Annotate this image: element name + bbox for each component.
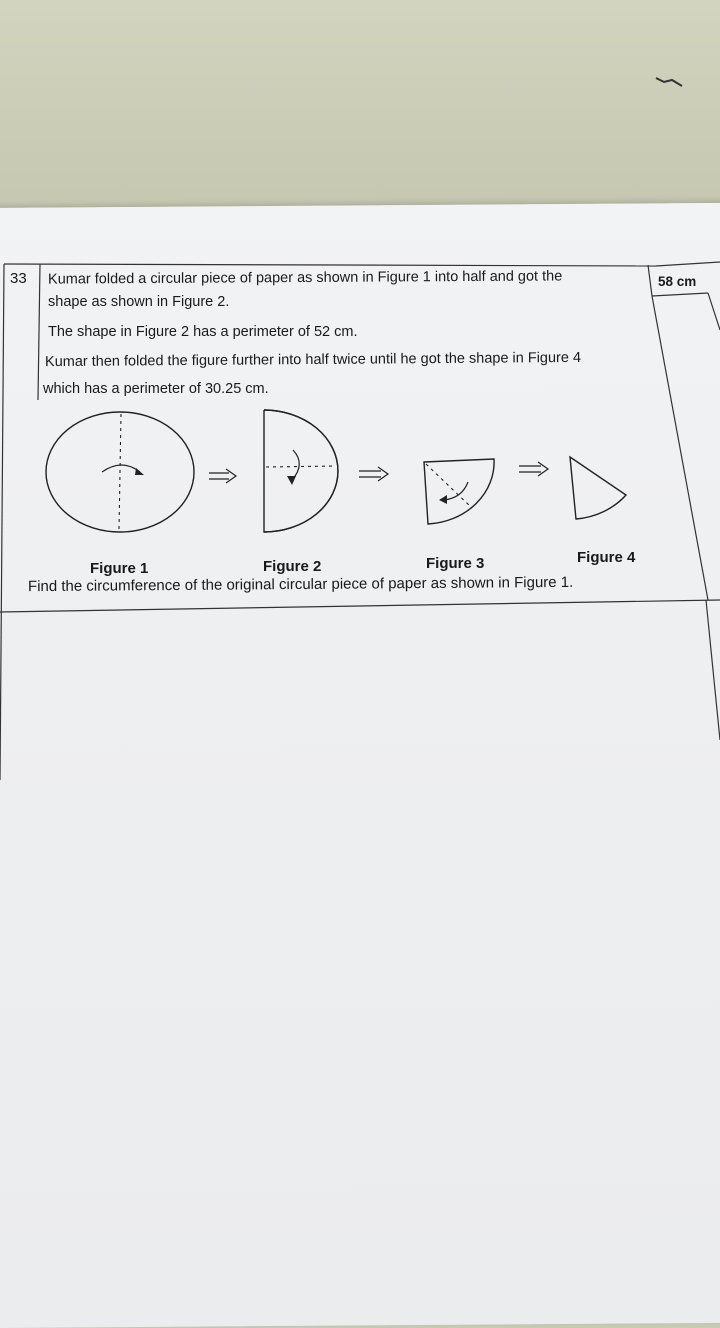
figure-4-label: Figure 4 [577, 549, 636, 566]
question-line-5: which has a perimeter of 30.25 cm. [43, 381, 269, 397]
figure-3-label: Figure 3 [426, 555, 485, 572]
question-line-2: shape as shown in Figure 2. [48, 294, 230, 310]
figure-1-label: Figure 1 [90, 560, 149, 577]
figure-4-sector [570, 457, 626, 519]
folding-figures [0, 400, 720, 550]
figure-2-semicircle [264, 410, 338, 532]
arrow-1-icon [209, 469, 236, 483]
question-line-3: The shape in Figure 2 has a perimeter of 52 cm. [48, 324, 358, 340]
question-line-1: Kumar folded a circular piece of paper as shown in Figure 1 into half and got the [47, 268, 563, 288]
figure-2-label: Figure 2 [263, 558, 322, 575]
figure-3-quarter [424, 459, 494, 524]
arrow-3-icon [519, 462, 548, 476]
marks-label: 58 cm [658, 274, 697, 289]
question-number: 33 [10, 270, 27, 287]
find-instruction: Find the circumference of the original circular piece of paper as shown in Figure 1. [27, 573, 574, 596]
arrow-2-icon [359, 467, 388, 481]
figure-1-circle [46, 412, 194, 532]
question-line-4: Kumar then folded the figure further into half twice until he got the shape in Figure 4 [44, 349, 582, 371]
